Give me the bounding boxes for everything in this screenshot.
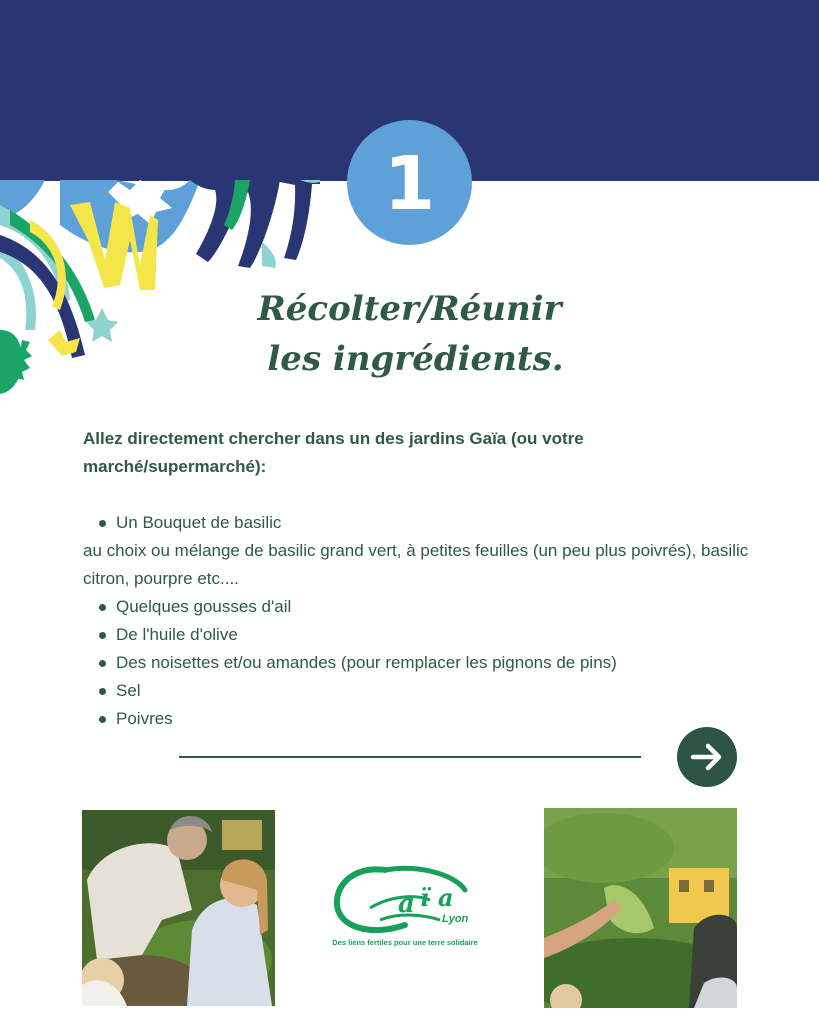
- arrow-right-icon: [689, 742, 725, 772]
- ingredient-list: [83, 593, 783, 733]
- logo-city: Lyon: [442, 913, 469, 925]
- step-number: 1: [383, 140, 436, 227]
- svg-text:ï: ï: [420, 883, 430, 912]
- list-item: Quelques gousses d'ail: [83, 593, 783, 621]
- divider-line: [179, 756, 641, 758]
- page-title-line2: les ingrédients.: [267, 339, 564, 379]
- list-item: De l'huile d'olive: [83, 621, 783, 649]
- list-item: Poivres: [83, 705, 783, 733]
- svg-text:a: a: [398, 889, 415, 919]
- svg-text:a: a: [438, 883, 454, 912]
- step-badge: [347, 120, 472, 245]
- ingredient-list-first: [83, 509, 783, 537]
- logo-tagline: Des liens fertiles pour une terre solidaire: [332, 938, 478, 947]
- next-button[interactable]: [677, 727, 737, 787]
- garden-photo-right: [544, 808, 737, 1008]
- list-item: Sel: [83, 677, 783, 705]
- list-item: Un Bouquet de basilic: [83, 509, 783, 537]
- page-title-line1: Récolter/Réunir: [257, 289, 562, 329]
- ingredients-section: [83, 425, 783, 733]
- intro-text: Allez directement chercher dans un des jardins Gaïa (ou votre marché/supermarché):: [83, 429, 584, 476]
- garden-photo-left: [82, 810, 275, 1006]
- list-item: Des noisettes et/ou amandes (pour remplacer les pignons de pins): [83, 649, 783, 677]
- basil-note: au choix ou mélange de basilic grand vert, à petites feuilles (un peu plus poivrés), basilic citron, pourpre etc....: [83, 541, 749, 588]
